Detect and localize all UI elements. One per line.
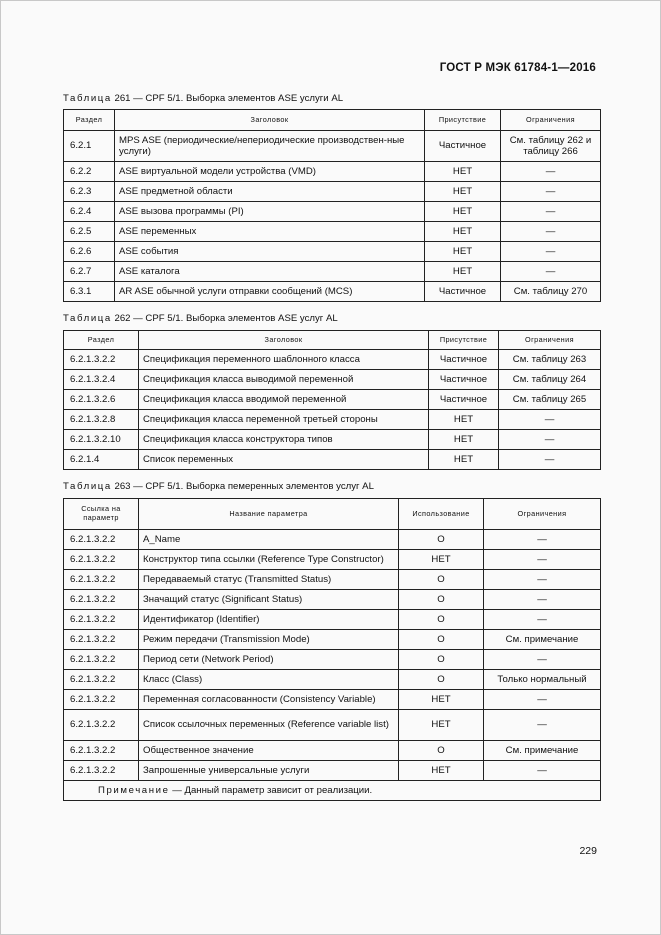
note-text: — Данный параметр зависит от реализации. (169, 784, 373, 796)
table-261-label: Таблица (63, 93, 112, 104)
table-row (64, 282, 601, 302)
presence-cell: Частичное (429, 350, 499, 370)
title-cell: Спецификация класса вводимой переменной (139, 390, 429, 410)
title-cell: ASE вызова программы (PI) (115, 202, 425, 222)
limits-cell: — (484, 610, 601, 630)
table-row (64, 610, 601, 630)
limits-cell: См. таблицу 262 и таблицу 266 (501, 131, 601, 162)
ref-cell: 6.2.1.3.2.2 (64, 610, 139, 630)
limits-cell: — (499, 450, 601, 470)
ref-cell: 6.2.1.3.2.2 (64, 670, 139, 690)
usage-cell: O (399, 590, 484, 610)
table-row (64, 650, 601, 670)
title-cell: Список переменных (139, 450, 429, 470)
limits-cell: — (484, 690, 601, 710)
title-cell: ASE переменных (115, 222, 425, 242)
presence-cell: НЕТ (425, 182, 501, 202)
limits-cell: — (501, 222, 601, 242)
limits-cell: — (501, 242, 601, 262)
title-cell: Спецификация класса выводимой переменной (139, 370, 429, 390)
table-row (64, 430, 601, 450)
document-header: ГОСТ Р МЭК 61784-1—2016 (439, 62, 596, 74)
title-cell: Спецификация переменного шаблонного класса (139, 350, 429, 370)
table-263-title: 263 — CPF 5/1. Выборка пемеренных элементов услуг AL (111, 481, 374, 492)
table-263-label: Таблица (63, 481, 112, 492)
ref-cell: 6.2.1.3.2.2 (64, 741, 139, 761)
ref-cell: 6.2.1.3.2.2 (64, 590, 139, 610)
table-header-row (64, 499, 601, 530)
presence-cell: НЕТ (429, 430, 499, 450)
name-cell: Список ссылочных переменных (Reference variable list) (139, 710, 399, 741)
name-cell: A_Name (139, 530, 399, 550)
section-cell: 6.2.4 (64, 202, 115, 222)
section-cell: 6.2.6 (64, 242, 115, 262)
limits-cell: — (484, 590, 601, 610)
usage-cell: НЕТ (399, 710, 484, 741)
column-header: Заголовок (139, 331, 429, 350)
ref-cell: 6.2.1.3.2.2 (64, 550, 139, 570)
limits-cell: — (484, 550, 601, 570)
limits-cell: — (501, 182, 601, 202)
ref-cell: 6.2.1.3.2.2 (64, 761, 139, 781)
column-header: Присутствие (425, 110, 501, 131)
ref-cell: 6.2.1.3.2.2 (64, 530, 139, 550)
table-row (64, 182, 601, 202)
limits-cell: См. таблицу 265 (499, 390, 601, 410)
limits-cell: См. примечание (484, 741, 601, 761)
column-header: Ограничения (484, 499, 601, 530)
section-cell: 6.2.1.3.2.6 (64, 390, 139, 410)
usage-cell: O (399, 741, 484, 761)
table-row (64, 410, 601, 430)
table-263 (63, 498, 601, 801)
usage-cell: O (399, 670, 484, 690)
section-cell: 6.2.5 (64, 222, 115, 242)
table-row (64, 162, 601, 182)
table-row (64, 590, 601, 610)
table-row (64, 390, 601, 410)
section-cell: 6.2.2 (64, 162, 115, 182)
column-header: Ограничения (501, 110, 601, 131)
presence-cell: НЕТ (425, 242, 501, 262)
section-cell: 6.2.1.3.2.2 (64, 350, 139, 370)
presence-cell: НЕТ (429, 450, 499, 470)
column-header: Раздел (64, 110, 115, 131)
section-cell: 6.2.7 (64, 262, 115, 282)
table-263-caption (63, 481, 374, 492)
title-cell: ASE события (115, 242, 425, 262)
title-cell: ASE каталога (115, 262, 425, 282)
title-cell: MPS ASE (периодические/непериодические производствен-ные услуги) (115, 131, 425, 162)
table-row (64, 630, 601, 650)
presence-cell: Частичное (425, 282, 501, 302)
section-cell: 6.2.1 (64, 131, 115, 162)
limits-cell: — (501, 202, 601, 222)
table-row (64, 202, 601, 222)
usage-cell: НЕТ (399, 690, 484, 710)
limits-cell: — (501, 262, 601, 282)
column-header: Раздел (64, 331, 139, 350)
note-label: Примечание (98, 784, 170, 796)
name-cell: Переменная согласованности (Consistency Variable) (139, 690, 399, 710)
table-262-title: 262 — CPF 5/1. Выборка элементов ASE услуг AL (111, 313, 338, 324)
usage-cell: O (399, 610, 484, 630)
limits-cell: — (501, 162, 601, 182)
title-cell: ASE виртуальной модели устройства (VMD) (115, 162, 425, 182)
limits-cell: — (484, 570, 601, 590)
name-cell: Класс (Class) (139, 670, 399, 690)
table-row (64, 450, 601, 470)
table-261-title: 261 — CPF 5/1. Выборка элементов ASE услуги AL (111, 93, 344, 104)
section-cell: 6.3.1 (64, 282, 115, 302)
title-cell: Спецификация класса переменной третьей стороны (139, 410, 429, 430)
column-header: Заголовок (115, 110, 425, 131)
limits-cell: См. таблицу 270 (501, 282, 601, 302)
presence-cell: НЕТ (425, 162, 501, 182)
limits-cell: — (484, 650, 601, 670)
table-261-caption (63, 93, 343, 104)
column-header: Ссылка на параметр (64, 499, 139, 530)
title-cell: AR ASE обычной услуги отправки сообщений (MCS) (115, 282, 425, 302)
usage-cell: O (399, 530, 484, 550)
table-row (64, 550, 601, 570)
table-row (64, 670, 601, 690)
ref-cell: 6.2.1.3.2.2 (64, 630, 139, 650)
name-cell: Запрошенные универсальные услуги (139, 761, 399, 781)
limits-cell: — (499, 430, 601, 450)
usage-cell: НЕТ (399, 761, 484, 781)
limits-cell: Только нормальный (484, 670, 601, 690)
table-row (64, 530, 601, 550)
table-row (64, 242, 601, 262)
ref-cell: 6.2.1.3.2.2 (64, 650, 139, 670)
presence-cell: Частичное (429, 390, 499, 410)
section-cell: 6.2.3 (64, 182, 115, 202)
presence-cell: НЕТ (425, 262, 501, 282)
limits-cell: — (484, 761, 601, 781)
column-header: Присутствие (429, 331, 499, 350)
table-row (64, 570, 601, 590)
ref-cell: 6.2.1.3.2.2 (64, 710, 139, 741)
table-note (64, 781, 601, 801)
presence-cell: Частичное (429, 370, 499, 390)
limits-cell: — (484, 530, 601, 550)
usage-cell: НЕТ (399, 550, 484, 570)
page-number: 229 (579, 845, 597, 857)
title-cell: ASE предметной области (115, 182, 425, 202)
name-cell: Режим передачи (Transmission Mode) (139, 630, 399, 650)
presence-cell: НЕТ (429, 410, 499, 430)
table-261 (63, 109, 601, 302)
name-cell: Передаваемый статус (Transmitted Status) (139, 570, 399, 590)
presence-cell: НЕТ (425, 222, 501, 242)
presence-cell: Частичное (425, 131, 501, 162)
table-row (64, 262, 601, 282)
limits-cell: См. таблицу 264 (499, 370, 601, 390)
table-row (64, 710, 601, 741)
name-cell: Общественное значение (139, 741, 399, 761)
table-header-row (64, 110, 601, 131)
table-row (64, 761, 601, 781)
name-cell: Конструктор типа ссылки (Reference Type Constructor) (139, 550, 399, 570)
limits-cell: См. таблицу 263 (499, 350, 601, 370)
usage-cell: O (399, 650, 484, 670)
section-cell: 6.2.1.4 (64, 450, 139, 470)
presence-cell: НЕТ (425, 202, 501, 222)
title-cell: Спецификация класса конструктора типов (139, 430, 429, 450)
table-note-row (64, 781, 601, 801)
table-header-row (64, 331, 601, 350)
table-262-caption (63, 313, 338, 324)
name-cell: Идентификатор (Identifier) (139, 610, 399, 630)
section-cell: 6.2.1.3.2.10 (64, 430, 139, 450)
limits-cell: — (484, 710, 601, 741)
section-cell: 6.2.1.3.2.8 (64, 410, 139, 430)
column-header: Название параметра (139, 499, 399, 530)
ref-cell: 6.2.1.3.2.2 (64, 690, 139, 710)
limits-cell: См. примечание (484, 630, 601, 650)
table-row (64, 131, 601, 162)
table-row (64, 690, 601, 710)
table-262 (63, 330, 601, 470)
usage-cell: O (399, 630, 484, 650)
limits-cell: — (499, 410, 601, 430)
column-header: Использование (399, 499, 484, 530)
name-cell: Значащий статус (Significant Status) (139, 590, 399, 610)
column-header: Ограничения (499, 331, 601, 350)
table-row (64, 222, 601, 242)
table-row (64, 350, 601, 370)
table-262-label: Таблица (63, 313, 112, 324)
table-row (64, 741, 601, 761)
name-cell: Период сети (Network Period) (139, 650, 399, 670)
usage-cell: O (399, 570, 484, 590)
section-cell: 6.2.1.3.2.4 (64, 370, 139, 390)
table-row (64, 370, 601, 390)
ref-cell: 6.2.1.3.2.2 (64, 570, 139, 590)
